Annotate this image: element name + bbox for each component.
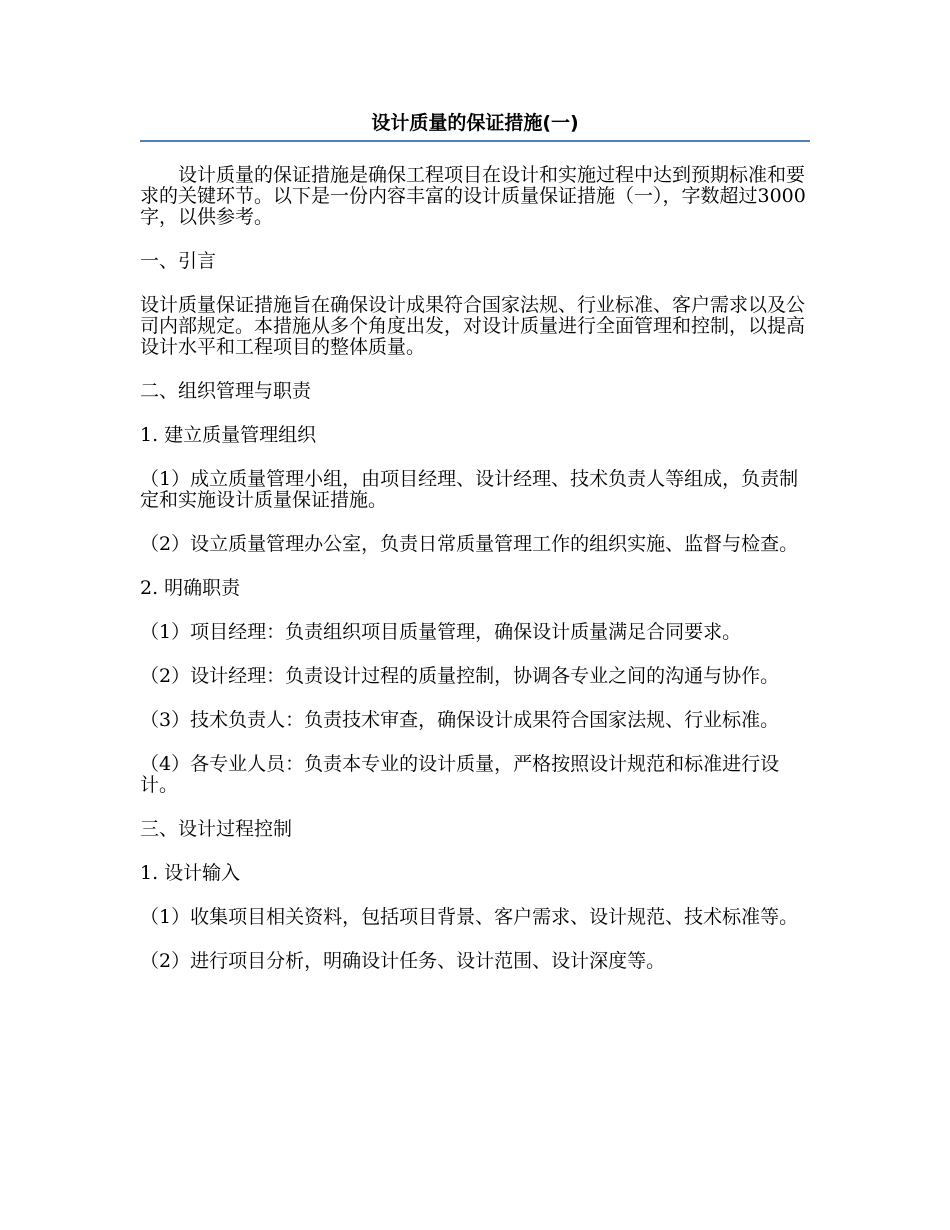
subsection-heading: 2. 明确职责 [140,577,241,599]
intro-paragraph: 设计质量的保证措施是确保工程项目在设计和实施过程中达到预期标准和要求的关键环节。以下是一份内容丰富的设计质量保证措施（一），字数超过3000字，以供参考。 [140,164,806,228]
list-item: （1）项目经理：负责组织项目质量管理，确保设计质量满足合同要求。 [140,621,742,643]
list-item: （2）设计经理：负责设计过程的质量控制，协调各专业之间的沟通与协作。 [140,665,780,687]
list-item: （4）各专业人员：负责本专业的设计质量，严格按照设计规范和标准进行设计。 [140,753,780,796]
list-item: （3）技术负责人：负责技术审查，确保设计成果符合国家法规、行业标准。 [140,709,780,731]
list-item: （2）进行项目分析，明确设计任务、设计范围、设计深度等。 [140,950,666,972]
body-paragraph: 设计质量保证措施旨在确保设计成果符合国家法规、行业标准、客户需求以及公司内部规定。本措施从多个角度出发，对设计质量进行全面管理和控制，以提高设计水平和工程项目的整体质量。 [140,294,806,358]
document-page [140,110,810,972]
list-item: （1）成立质量管理小组，由项目经理、设计经理、技术负责人等组成，负责制定和实施设计质量保证措施。 [140,468,799,511]
subsection-heading: 1. 建立质量管理组织 [140,424,317,446]
section-heading-design-process: 三、设计过程控制 [140,818,293,840]
list-item: （1）收集项目相关资料，包括项目背景、客户需求、设计规范、技术标准等。 [140,906,799,928]
section-heading-introduction: 一、引言 [140,250,217,272]
subsection-heading: 1. 设计输入 [140,862,241,884]
document-title: 设计质量的保证措施(一) [140,110,810,142]
list-item: （2）设立质量管理办公室，负责日常质量管理工作的组织实施、监督与检查。 [140,533,799,555]
section-heading-organization: 二、组织管理与职责 [140,380,312,402]
